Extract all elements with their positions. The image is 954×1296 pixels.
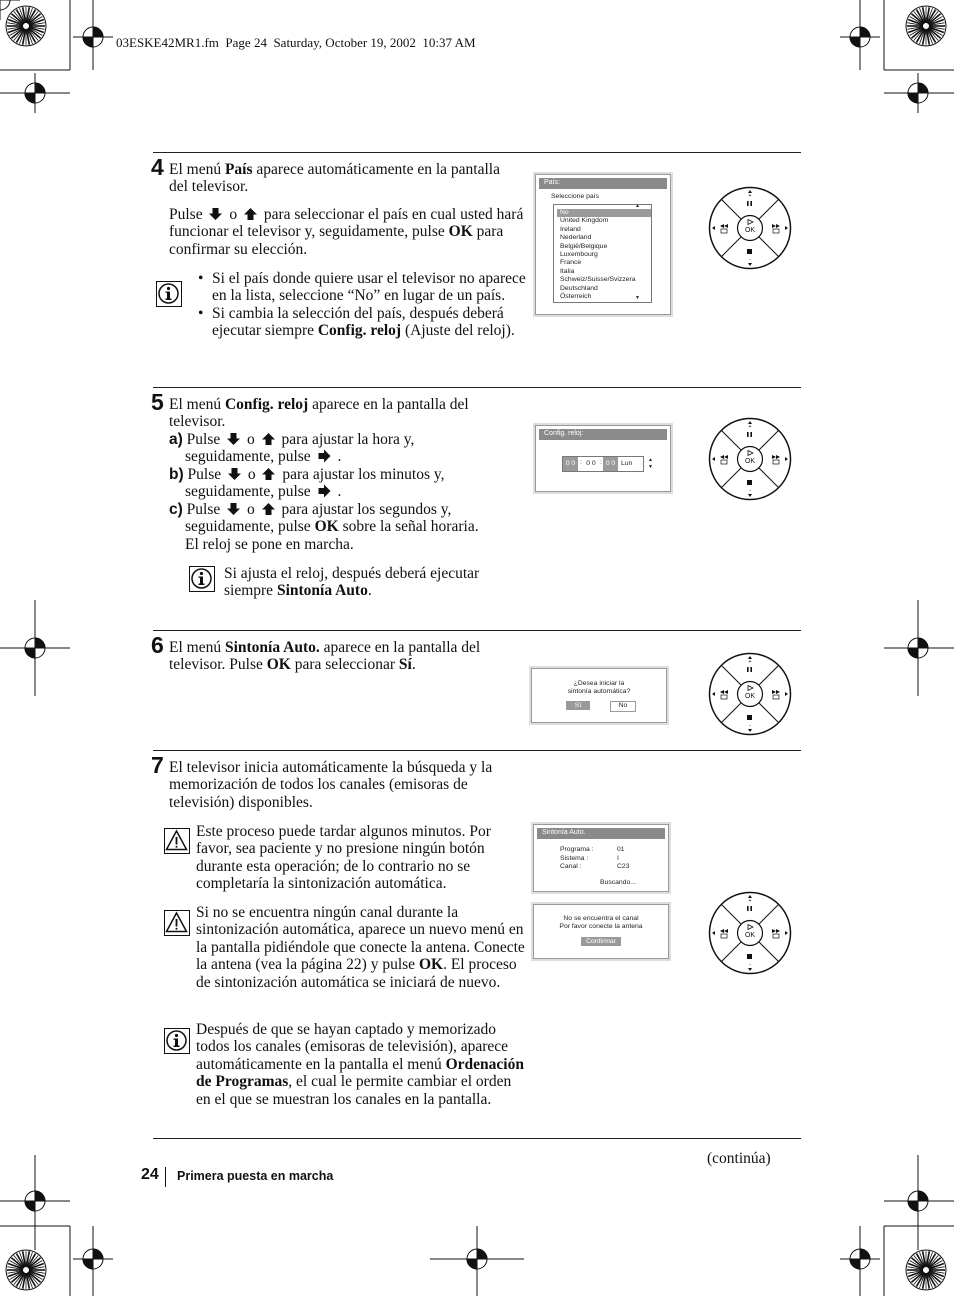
step5-sub-b: b) Pulse o para ajustar los minutos y, seguidamente, pulse . (169, 466, 445, 501)
clock-fields: 0 0 : 0 0 : 0 0 Lun ▲ ▼ (562, 456, 644, 472)
warning-icon (164, 910, 190, 936)
step7-info: Después de que se hayan captado y memorizado todos los canales (emisoras de televisión), aparece automáticamente en la pantalla el menú Ordenación de Programas, el cual le permite cambiar el orden en el que se muestran los canales en la pantalla. (196, 1021, 524, 1108)
country-option[interactable]: België/Belgique (560, 242, 608, 250)
arrow-down-icon (224, 431, 243, 448)
country-option[interactable]: Österreich (560, 293, 592, 301)
country-option[interactable]: No (557, 209, 651, 217)
country-list[interactable] (553, 204, 652, 303)
remote-control-pad (708, 652, 792, 736)
hour-field[interactable]: 0 0 (563, 457, 578, 471)
page-number: 24 (141, 1166, 159, 1183)
divider-bottom (153, 1138, 801, 1139)
arrow-down-icon (224, 501, 243, 518)
step5-intro: El menú Config. reloj aparece en la pantalla del televisor. (169, 396, 469, 431)
no-button[interactable]: No (610, 701, 636, 712)
svg-text:OK: OK (744, 693, 756, 700)
step4-instructions: Pulse o para seleccionar el país en cual usted hará funcionar el televisor y, seguidamente, pulse OK para confirmar su elección. (169, 206, 524, 258)
screen-prompt: Seleccione país (551, 193, 599, 200)
arrow-right-icon (315, 448, 334, 465)
country-option[interactable]: United Kingdom (560, 217, 609, 225)
step6-intro: El menú Sintonía Auto. aparece en la pantalla del televisor. Pulse OK para seleccionar Sí. (169, 639, 481, 674)
file-header: 03ESKE42MR1.fm Page 24 Saturday, October 19, 2002 10:37 AM (116, 35, 476, 50)
svg-text:-: - (749, 962, 751, 968)
country-option[interactable]: Deutschland (560, 284, 598, 292)
info-icon (189, 566, 215, 592)
divider-step6 (153, 630, 801, 631)
section-title: Primera puesta en marcha (177, 1169, 334, 1183)
searching-status: Buscando... (600, 879, 636, 886)
page-number-divider (165, 1167, 166, 1187)
svg-text:+: + (748, 193, 752, 199)
continues-label: (continúa) (707, 1150, 771, 1167)
info-icon (164, 1028, 190, 1054)
divider-top (153, 152, 801, 153)
divider-step5 (153, 387, 801, 388)
step7-intro: El televisor inicia automáticamente la búsqueda y la memorización de todos los canales (emisoras de televisión) disponibles. (169, 759, 493, 811)
clock-setup-screen (535, 425, 671, 492)
step5-note: Si ajusta el reloj, después deberá ejecutar siempre Sintonía Auto. (224, 565, 480, 600)
country-option[interactable]: Italia (560, 267, 575, 275)
scroll-up-icon: ▲ (635, 203, 640, 209)
arrow-up-icon (259, 501, 278, 518)
spin-icon: ▲ ▼ (648, 457, 653, 470)
screen-title: País: (539, 178, 667, 189)
warning-icon (164, 828, 190, 854)
step4-p1: El menú País aparece automáticamente en la pantalla del televisor. (169, 161, 500, 196)
remote-control-pad (708, 891, 792, 975)
step5-sub-c: c) Pulse o para ajustar los segundos y, seguidamente, pulse OK sobre la señal horaria. El reloj se pone en marcha. (169, 501, 479, 553)
step7-warning-2: Si no se encuentra ningún canal durante la sintonización automática, aparece un nuevo menú en la pantalla pidiéndole que conecte la antena. Conecte la antena (vea la página 22) y pulse OK. El proceso de sintonización automática se iniciará de nuevo. (196, 904, 525, 991)
step4-intro (169, 161, 519, 196)
svg-text:OK: OK (744, 932, 756, 939)
arrow-down-icon (225, 466, 244, 483)
note-bullet: • Si cambia la selección del país, después deberá ejecutar siempre Config. reloj (Ajuste del reloj). (198, 304, 515, 340)
scroll-down-icon: ▼ (635, 295, 640, 301)
step-number-7: 7 (151, 752, 164, 778)
note-bullet: • Si el país donde quiere usar el televisor no aparece en la lista, seleccione “No” en lugar de un país. (198, 270, 526, 305)
svg-text:+: + (748, 424, 752, 430)
country-option[interactable]: Ireland (560, 225, 581, 233)
svg-text:-: - (749, 257, 751, 263)
second-field[interactable]: 0 0 (603, 457, 618, 471)
country-option[interactable]: France (560, 259, 582, 267)
arrow-up-icon (241, 206, 260, 223)
svg-text:+: + (748, 898, 752, 904)
arrow-up-icon (259, 466, 278, 483)
divider-step7 (153, 750, 801, 751)
auto-tune-progress-screen: Sintonía Auto. Programa : Sistema : Canal : 01 I C23 Buscando... (533, 824, 669, 892)
arrow-right-icon (315, 483, 334, 500)
step5-sub-a: a) Pulse o para ajustar la hora y, seguidamente, pulse . (169, 431, 415, 466)
step-number-5: 5 (151, 389, 164, 415)
svg-text:OK: OK (744, 227, 756, 234)
country-menu-screen (535, 174, 671, 315)
day-field[interactable]: Lun (621, 460, 633, 467)
arrow-down-icon (206, 206, 225, 223)
screen-title: Sintonía Auto. (537, 828, 665, 839)
arrow-up-icon (259, 431, 278, 448)
step-number-6: 6 (151, 632, 164, 658)
screen-title: Config. reloj: (539, 429, 667, 440)
minute-field[interactable]: 0 0 (586, 460, 596, 467)
confirm-button[interactable]: Confirmar (581, 937, 621, 946)
step-number-4: 4 (151, 154, 164, 180)
yes-button[interactable]: Sí (566, 701, 590, 710)
svg-text:-: - (749, 723, 751, 729)
svg-text:+: + (748, 659, 752, 665)
svg-text:OK: OK (744, 458, 756, 465)
svg-text:-: - (749, 488, 751, 494)
step7-warning-1: Este proceso puede tardar algunos minutos. Por favor, sea paciente y no presione ningún botón durante esta operación; de lo contrario no se completaría la sintonización automática. (196, 823, 491, 893)
step4-note (196, 270, 526, 340)
no-channel-screen: No se encuentra el canal Por favor conecte la antena Confirmar (533, 904, 669, 959)
remote-control-pad (708, 186, 792, 270)
country-option[interactable]: Luxembourg (560, 251, 598, 259)
remote-control-pad (708, 417, 792, 501)
info-icon (156, 281, 182, 307)
auto-tune-confirm-screen: ¿Desea iniciar la sintonía automática? Sí No (531, 668, 667, 723)
country-option[interactable]: Nederland (560, 234, 592, 242)
country-option[interactable]: Schweiz/Suisse/Svizzera (560, 276, 636, 284)
